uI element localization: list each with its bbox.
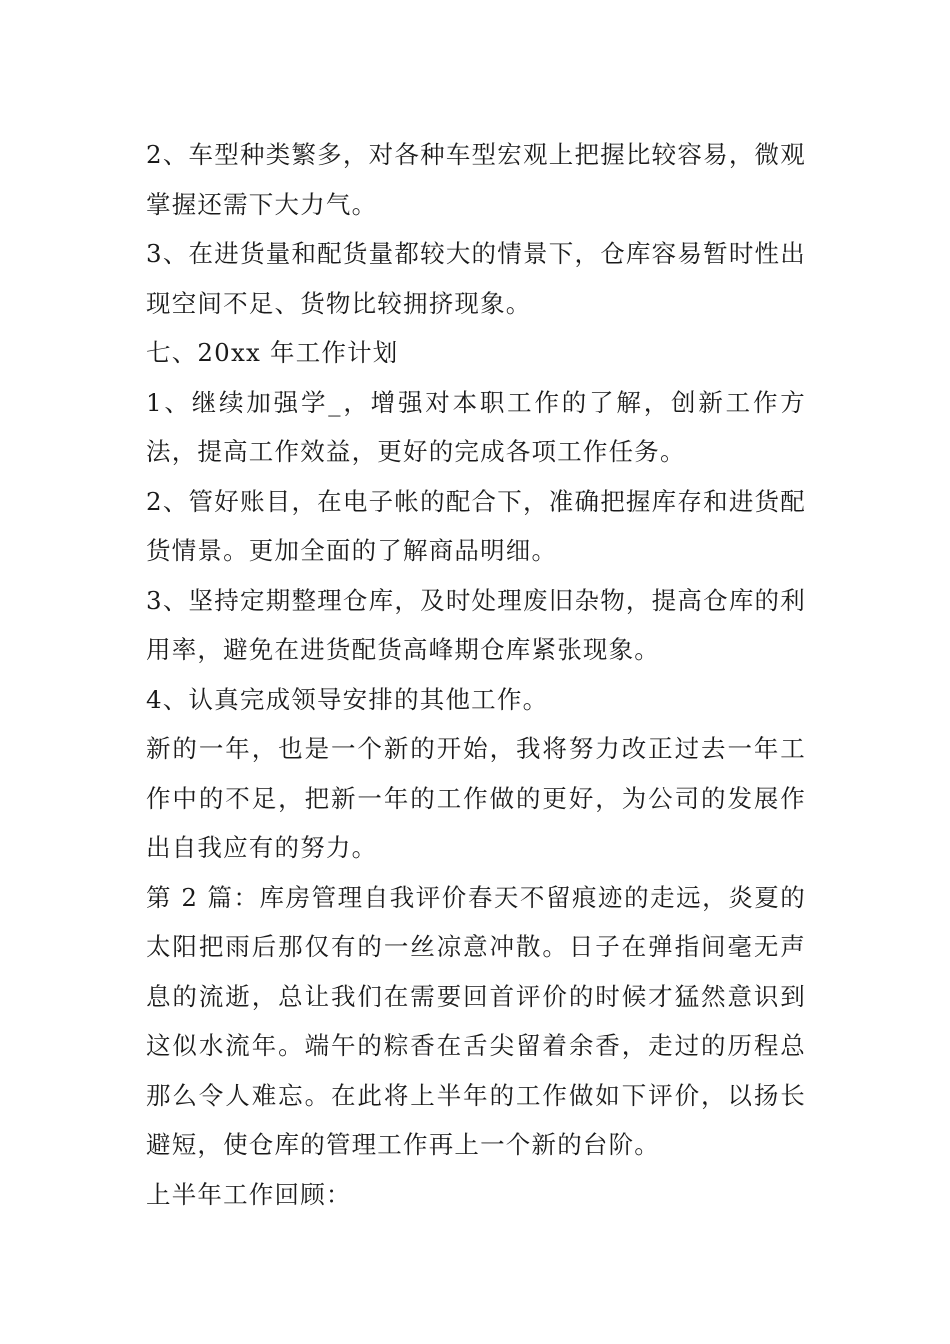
paragraph-item-2-vehicle-types: 2、车型种类繁多，对各种车型宏观上把握比较容易，微观掌握还需下大力气。 — [146, 140, 806, 219]
section-heading-half-year-review: 上半年工作回顾： — [146, 1179, 352, 1209]
section-heading-work-plan: 七、20xx 年工作计划 — [146, 338, 399, 367]
closing-paragraph: 新的一年，也是一个新的开始，我将努力改正过去一年工作中的不足，把新一年的工作做的更好，为公司的发展作出自我应有的努力。 — [146, 734, 806, 862]
document-body — [146, 130, 806, 1219]
plan-item-4-leadership-tasks: 4、认真完成领导安排的其他工作。 — [146, 684, 549, 714]
plan-item-3-warehouse-cleanup: 3、坚持定期整理仓库，及时处理废旧杂物，提高仓库的利用率，避免在进货配货高峰期仓库紧张现象。 — [146, 585, 806, 664]
article-2-intro-paragraph: 第 2 篇：库房管理自我评价春天不留痕迹的走远，炎夏的太阳把雨后那仅有的一丝凉意冲散。日子在弹指间毫无声息的流逝，总让我们在需要回首评价的时候才猛然意识到这似水流年。端午的粽香在舌尖留着余香，走过的历程总那么令人难忘。在此将上半年的工作做如下评价，以扬长避短，使仓库的管理工作再上一个新的台阶。 — [146, 882, 806, 1159]
paragraph-item-3-warehouse-space: 3、在进货量和配货量都较大的情景下，仓库容易暂时性出现空间不足、货物比较拥挤现象。 — [146, 239, 806, 318]
plan-item-1-learning: 1、继续加强学_，增强对本职工作的了解，创新工作方法，提高工作效益，更好的完成各项工作任务。 — [146, 387, 806, 466]
plan-item-2-accounts: 2、管好账目，在电子帐的配合下，准确把握库存和进货配货情景。更加全面的了解商品明细。 — [146, 486, 806, 565]
